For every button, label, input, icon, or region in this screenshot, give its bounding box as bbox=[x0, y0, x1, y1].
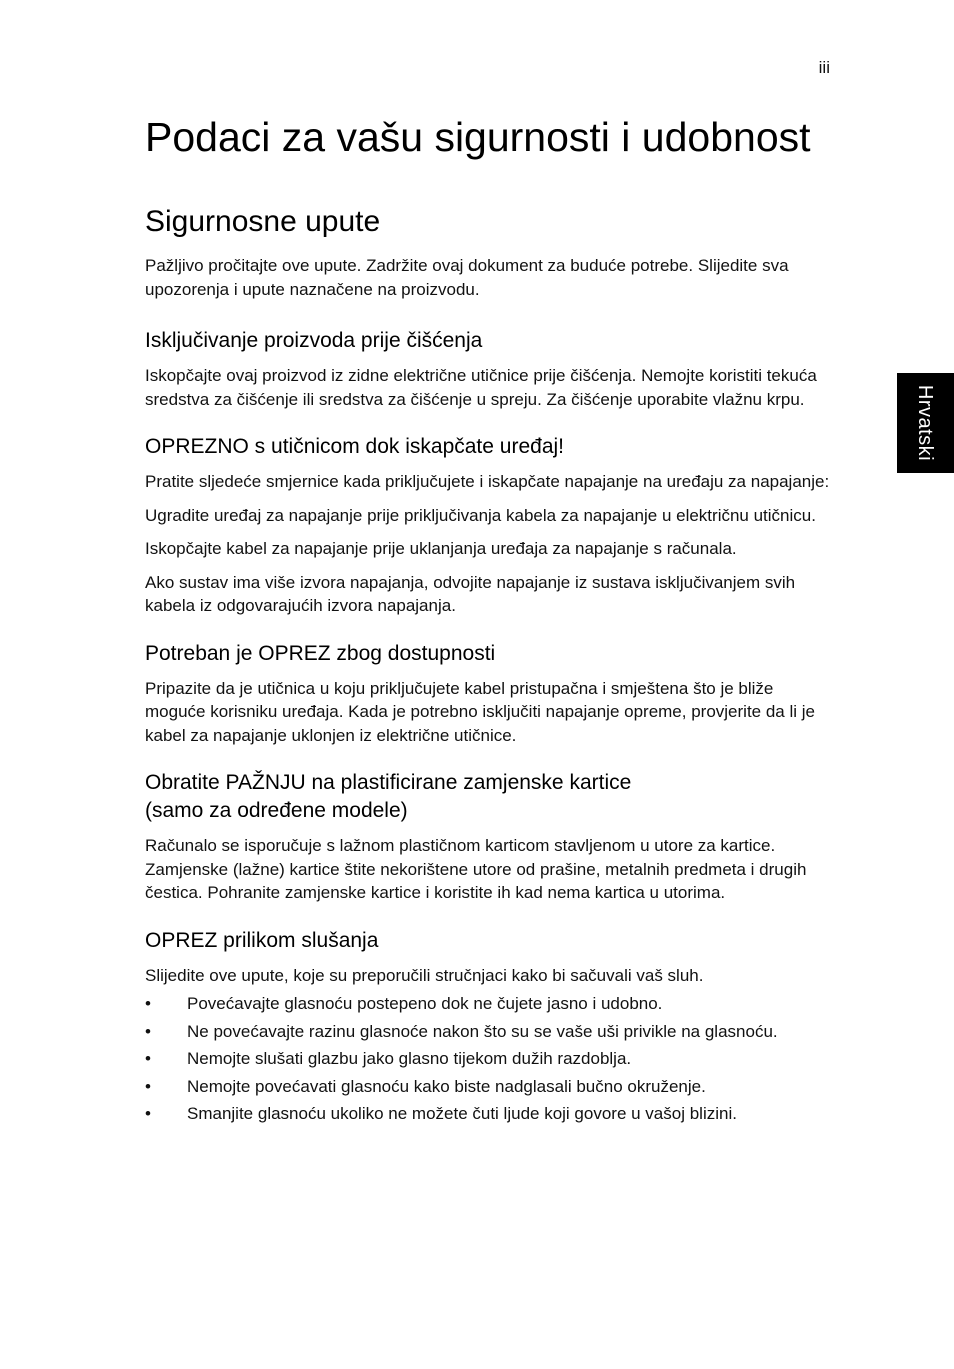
list-item bbox=[145, 1020, 835, 1044]
bullet: • bbox=[145, 1104, 151, 1123]
paragraph: Iskopčajte kabel za napajanje prije uklanjanja uređaja za napajanje s računala. bbox=[145, 539, 737, 558]
paragraph: Ako sustav ima više izvora napajanja, odvojite napajanje iz sustava isključivanjem svih kabela iz odgovarajućih izvora napajanja. bbox=[145, 572, 796, 615]
heading-line: Obratite PAŽNJU na plastificirane zamjenske kartice bbox=[145, 771, 632, 794]
page-title: Podaci za vašu sigurnosti i udobnost bbox=[145, 114, 811, 160]
list-item bbox=[145, 1102, 835, 1126]
paragraph: Iskopčajte ovaj proizvod iz zidne električne utičnice prije čišćenja. Nemojte koristiti tekuća sredstva za čišćenje ili sredstva za čišćenje u spreju. Za čišćenje uporabite vlažnu krpu. bbox=[145, 366, 817, 409]
intro-paragraph: Pažljivo pročitajte ove upute. Zadržite ovaj dokument za buduće potrebe. Slijedite sva upozorenja i upute naznačene na proizvodu. bbox=[145, 256, 789, 299]
list-item-text: Nemojte slušati glazbu jako glasno tijekom dužih razdoblja. bbox=[187, 1049, 632, 1068]
bullet: • bbox=[145, 1021, 151, 1041]
list-item bbox=[145, 992, 835, 1016]
section-title: Sigurnosne upute bbox=[145, 205, 381, 238]
list-item-text: Ne povećavajte razinu glasnoće nakon što su se vaše uši privikle na glasnoću. bbox=[187, 1021, 778, 1041]
bullet: • bbox=[145, 1049, 151, 1068]
subsection-heading-socket: OPREZNO s utičnicom dok iskapčate uređaj! bbox=[145, 435, 564, 458]
list-item bbox=[145, 1075, 835, 1099]
language-tab bbox=[897, 373, 954, 473]
list-item-text: Smanjite glasnoću ukoliko ne možete čuti ljude koji govore u vašoj blizini. bbox=[187, 1104, 737, 1123]
paragraph: Pratite sljedeće smjernice kada priključujete i iskapčate napajanje na uređaju za napajanje: bbox=[145, 472, 830, 491]
bullet: • bbox=[145, 1076, 151, 1096]
paragraph: Pripazite da je utičnica u koju priključujete kabel pristupačna i smještena što je bliže moguće korisniku uređaja. Kada je potrebno isključiti napajanje opreme, provjerite da li je kabel za napajanje uklonjen iz električne utičnice. bbox=[145, 678, 815, 745]
subsection-heading-cleaning: Isključivanje proizvoda prije čišćenja bbox=[145, 329, 483, 352]
paragraph: Slijedite ove upute, koje su preporučili stručnjaci kako bi sačuvali vaš sluh. bbox=[145, 965, 704, 985]
listening-bullet-list bbox=[145, 992, 835, 1126]
list-item-text: Nemojte povećavati glasnoću kako biste nadglasali bučno okruženje. bbox=[187, 1076, 706, 1096]
list-item-text: Povećavajte glasnoću postepeno dok ne čujete jasno i udobno. bbox=[187, 994, 663, 1013]
language-tab-label: Hrvatski bbox=[914, 384, 936, 462]
subsection-heading-dummy-cards bbox=[145, 769, 835, 825]
subsection-heading-accessibility: Potreban je OPREZ zbog dostupnosti bbox=[145, 641, 496, 665]
list-item bbox=[145, 1047, 835, 1071]
page-number: iii bbox=[818, 58, 830, 77]
paragraph: Računalo se isporučuje s lažnom plastičnom karticom stavljenom u utore za kartice. Zamjenske (lažne) kartice štite nekorištene utore od prašine, metalnih predmeta i drugih čestica. Pohranite zamjenske kartice i koristite ih kad nema kartica u utorima. bbox=[145, 836, 807, 902]
heading-line: (samo za određene modele) bbox=[145, 799, 408, 822]
bullet: • bbox=[145, 994, 151, 1013]
paragraph: Ugradite uređaj za napajanje prije priključivanja kabela za napajanje u električnu utičnicu. bbox=[145, 505, 816, 525]
subsection-heading-listening: OPREZ prilikom slušanja bbox=[145, 928, 379, 952]
page-content bbox=[145, 112, 835, 1126]
